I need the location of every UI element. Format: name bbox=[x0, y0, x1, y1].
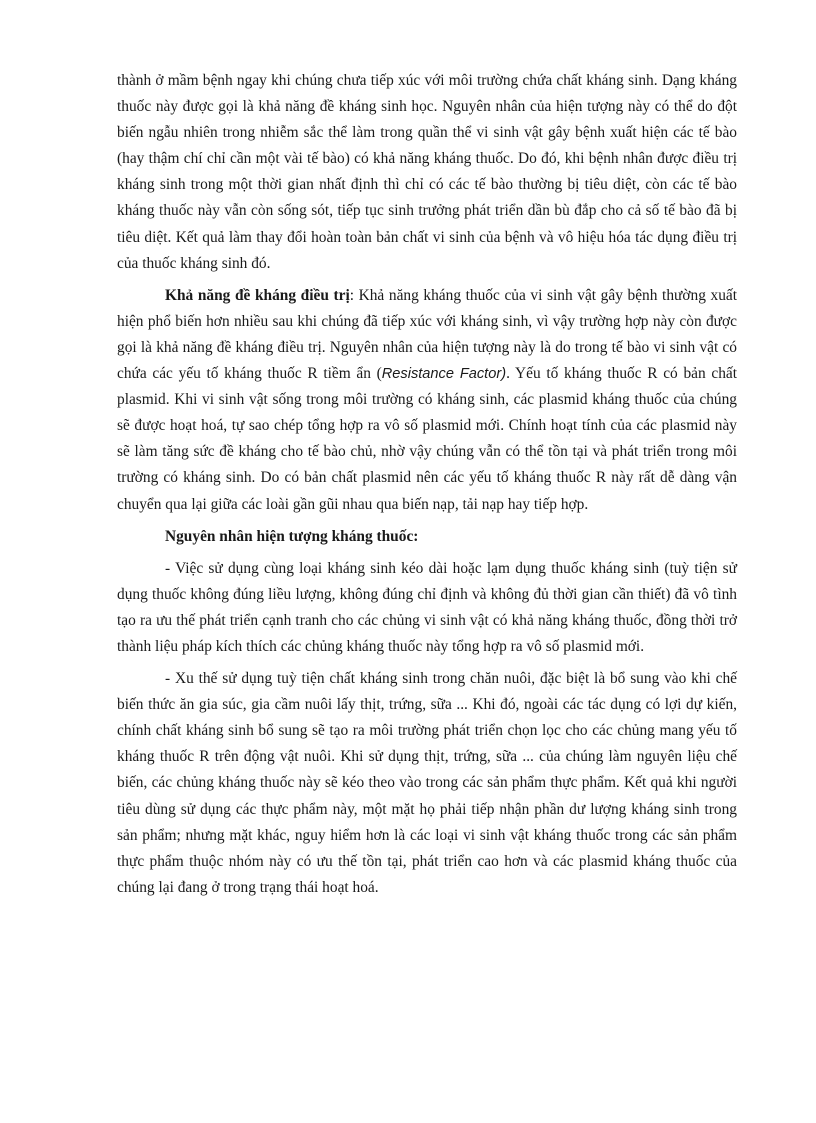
paragraph-text-part-b: . Yếu tố kháng thuốc R có bản chất plasmid. Khi vi sinh vật sống trong môi trường có kháng sinh, các plasmid kháng thuốc của chúng sẽ được hoạt hoá, tự sao chép tổng hợp ra vô số plasmid mới. Chính hoạt tính của các plasmid này sẽ làm tăng sức đề kháng cho tế bào chủ, nhờ vậy chúng vẫn có thể tồn tại và phát triển trong môi trường có kháng sinh. Do có bản chất plasmid nên các yếu tố kháng thuốc R này rất dễ dàng vận chuyển qua lại giữa các loài gần gũi nhau qua biến nạp, tải nạp hay tiếp hợp. bbox=[117, 365, 738, 513]
document-page bbox=[117, 68, 737, 907]
paragraph-cause-antibiotic-misuse: - Việc sử dụng cùng loại kháng sinh kéo dài hoặc lạm dụng thuốc kháng sinh (tuỳ tiện sử dụng thuốc không đúng liều lượng, không đúng chỉ định và không đủ thời gian cần thiết) đã vô tình tạo ra ưu thế phát triển cạnh tranh cho các chủng vi sinh vật có khả năng kháng thuốc, đồng thời trở thành liệu pháp kích thích các chủng kháng thuốc này tổng hợp ra vô số plasmid mới. bbox=[117, 559, 737, 655]
paragraph-biological-resistance: thành ở mầm bệnh ngay khi chúng chưa tiếp xúc với môi trường chứa chất kháng sinh. Dạng kháng thuốc này được gọi là khả năng đề kháng sinh học. Nguyên nhân của hiện tượng này có thể do đột biến ngẫu nhiên trong nhiễm sắc thể làm trong quần thể vi sinh vật gây bệnh xuất hiện các tế bào (hay thậm chí chỉ cần một vài tế bào) có khả năng kháng thuốc. Do đó, khi bệnh nhân được điều trị kháng sinh trong một thời gian nhất định thì chỉ có các tế bào thường bị tiêu diệt, còn các tế bào kháng thuốc này vẫn còn sống sót, tiếp tục sinh trưởng phát triển dần bù đắp cho cả số tế bào đã bị tiêu diệt. Kết quả làm thay đổi hoàn toàn bản chất vi sinh của bệnh và vô hiệu hóa tác dụng điều trị của thuốc kháng sinh đó. bbox=[117, 72, 737, 272]
paragraph-text-part-a: : Khả năng kháng thuốc của vi sinh vật gây bệnh thường xuất hiện phổ biến hơn nhiều sau khi chúng đã tiếp xúc với kháng sinh, vì vậy trường hợp này còn được gọi là khả năng đề kháng điều trị. Nguyên nhân của hiện tượng này là do trong tế bào vi sinh vật có chứa các yếu tố kháng thuốc R tiềm ẩn ( bbox=[117, 286, 737, 383]
section-heading-causes: Nguyên nhân hiện tượng kháng thuốc: bbox=[165, 527, 419, 545]
term-resistance-factor: Resistance Factor) bbox=[381, 366, 507, 383]
term-therapeutic-resistance: Khả năng đề kháng điều trị bbox=[165, 286, 350, 304]
paragraph-cause-livestock: - Xu thế sử dụng tuỳ tiện chất kháng sinh trong chăn nuôi, đặc biệt là bổ sung vào khi chế biến thức ăn gia súc, gia cầm nuôi lấy thịt, trứng, sữa ... Khi đó, ngoài các tác dụng có lợi dự kiến, chính chất kháng sinh bổ sung sẽ tạo ra môi trường phát triển chọn lọc cho các chủng mang yếu tố kháng thuốc R trên động vật nuôi. Khi sử dụng thịt, trứng, sữa ... của chúng làm nguyên liệu chế biến, các chủng kháng thuốc này sẽ kéo theo vào trong các sản phẩm thực phẩm. Kết quả khi người tiêu dùng sử dụng các thực phẩm này, một mặt họ phải tiếp nhận phần dư lượng kháng sinh trong sản phẩm; nhưng mặt khác, nguy hiểm hơn là các loại vi sinh vật kháng thuốc trong các sản phẩm thực phẩm thuộc nhóm này có ưu thế tồn tại, phát triển cao hơn và các plasmid kháng thuốc của chúng lại đang ở trong trạng thái hoạt hoá. bbox=[117, 670, 737, 896]
paragraph-therapeutic-resistance bbox=[117, 283, 737, 518]
